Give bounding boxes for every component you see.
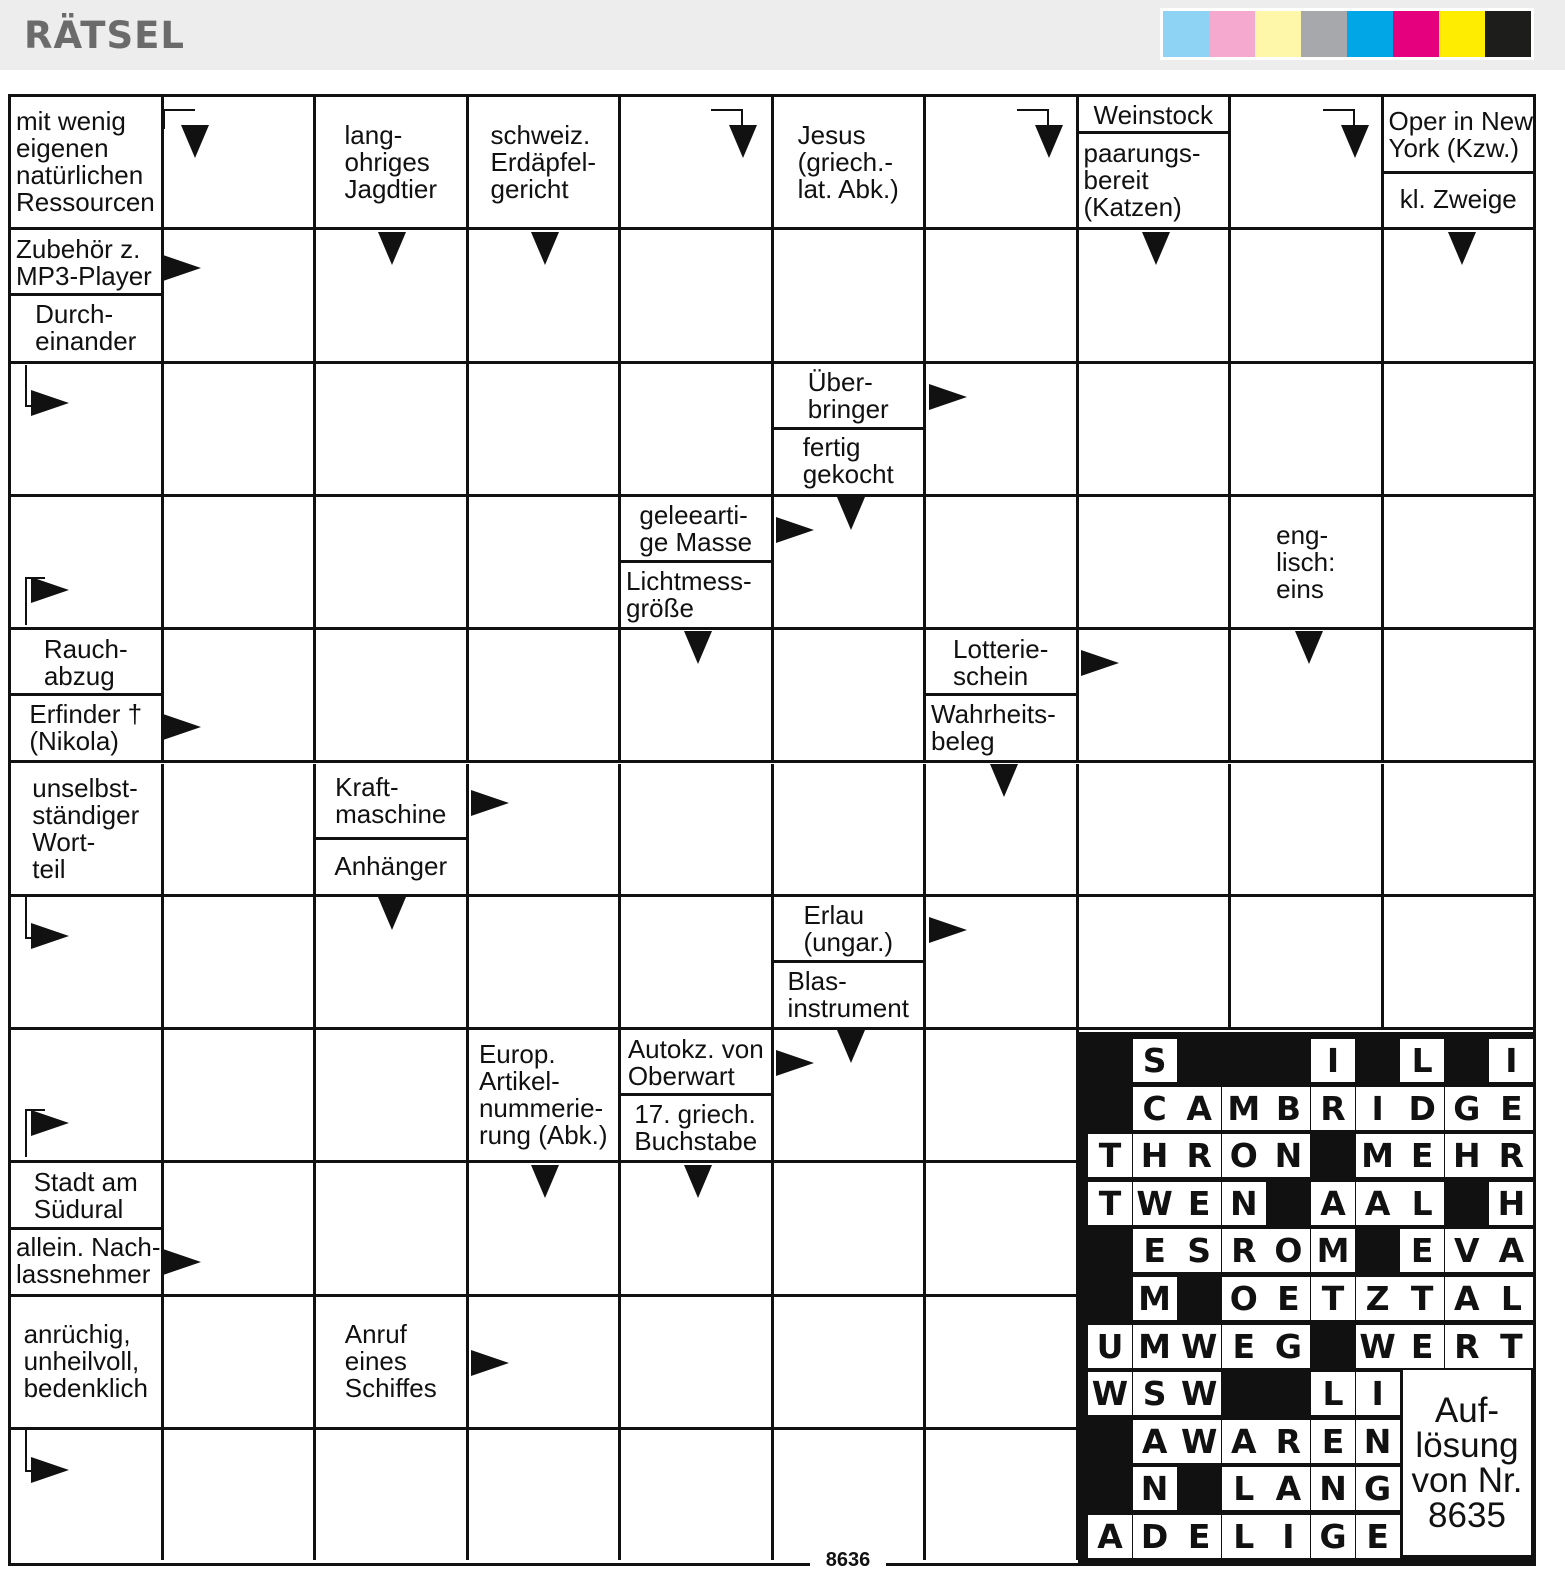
solution-letter: H xyxy=(1445,1134,1489,1177)
color-swatch xyxy=(1209,11,1255,57)
clue-cell xyxy=(469,1030,622,1163)
answer-cell[interactable] xyxy=(926,1297,1079,1430)
arrow-hook-icon xyxy=(163,109,195,129)
answer-cell[interactable] xyxy=(164,1163,317,1296)
clue-text: allein. Nach- lassnehmer xyxy=(16,1232,161,1290)
clue-cell xyxy=(621,1030,774,1163)
solution-letter: I xyxy=(1311,1039,1355,1082)
answer-cell[interactable] xyxy=(926,497,1079,630)
color-calibration-strip xyxy=(1160,8,1534,60)
answer-cell[interactable] xyxy=(1384,764,1534,897)
answer-cell[interactable] xyxy=(164,230,317,363)
solution-letter: L xyxy=(1400,1182,1444,1225)
solution-letter: W xyxy=(1088,1372,1132,1415)
color-swatch xyxy=(1393,11,1439,57)
arrow-hook-icon xyxy=(1323,109,1355,129)
solution-letter: N xyxy=(1311,1467,1355,1510)
clue-cell xyxy=(774,364,927,497)
answer-cell[interactable] xyxy=(316,364,469,497)
clue-cell xyxy=(316,1297,469,1430)
solution-letter: L xyxy=(1400,1039,1444,1082)
clue-divider xyxy=(11,1227,161,1230)
clue-text: Erlau (ungar.) xyxy=(803,900,894,958)
clue-divider xyxy=(774,960,924,963)
answer-cell[interactable] xyxy=(316,1030,469,1163)
clue-text: mit wenig eigenen natürlichen Ressourcen xyxy=(16,106,155,218)
solution-letter: N xyxy=(1266,1134,1310,1177)
solution-letter: H xyxy=(1133,1134,1177,1177)
clue-text: Wahrheits- beleg xyxy=(931,698,1056,756)
answer-cell[interactable] xyxy=(164,1297,317,1430)
clue-cell xyxy=(11,630,164,763)
answer-cell[interactable] xyxy=(774,1163,927,1296)
clue-cell xyxy=(1384,97,1534,230)
clue-divider xyxy=(1079,131,1229,134)
clue-text: Über- bringer xyxy=(807,367,889,425)
clue-text: Stadt am Südural xyxy=(33,1166,138,1224)
arrow-right-icon xyxy=(163,255,201,281)
solution-letter: I xyxy=(1356,1372,1400,1415)
solution-letter: A xyxy=(1177,1087,1221,1130)
clue-text: unselbst- ständiger Wort- teil xyxy=(32,772,140,884)
clue-cell xyxy=(11,1297,164,1430)
color-swatch xyxy=(1255,11,1301,57)
arrow-down-icon xyxy=(837,497,865,530)
answer-cell[interactable] xyxy=(1231,230,1384,363)
clue-cell xyxy=(469,97,622,230)
clue-text: Anruf eines Schiffes xyxy=(344,1319,437,1404)
solution-letter: T xyxy=(1489,1325,1533,1368)
solution-letter: R xyxy=(1266,1420,1310,1463)
solution-letter: D xyxy=(1400,1087,1444,1130)
solution-letter: W xyxy=(1177,1372,1221,1415)
clue-divider xyxy=(11,293,161,296)
answer-cell[interactable] xyxy=(1384,630,1534,763)
answer-cell[interactable] xyxy=(926,230,1079,363)
solution-letter: I xyxy=(1356,1087,1400,1130)
solution-letter: M xyxy=(1133,1325,1177,1368)
arrow-right-icon xyxy=(163,1249,201,1275)
solution-letter: R xyxy=(1177,1134,1221,1177)
clue-text: Rauch- abzug xyxy=(43,633,128,691)
clue-cell xyxy=(926,630,1079,763)
solution-letter: E xyxy=(1356,1515,1400,1558)
clue-text: Lotterie- schein xyxy=(953,633,1049,691)
clue-text: kl. Zweige xyxy=(1399,184,1517,215)
answer-cell[interactable] xyxy=(1079,364,1232,497)
solution-letter: D xyxy=(1133,1515,1177,1558)
clue-cell xyxy=(774,97,927,230)
answer-cell[interactable] xyxy=(316,1430,469,1560)
arrow-down-icon xyxy=(684,1165,712,1198)
arrow-down-icon xyxy=(378,897,406,930)
solution-letter: A xyxy=(1222,1420,1266,1463)
solution-letter: E xyxy=(1400,1325,1444,1368)
clue-text: 17. griech. Buchstabe xyxy=(634,1098,758,1156)
clue-cell xyxy=(316,764,469,897)
answer-cell[interactable] xyxy=(621,230,774,363)
solution-letter: W xyxy=(1356,1325,1400,1368)
clue-text: Zubehör z. MP3-Player xyxy=(16,233,152,291)
solution-letter: A xyxy=(1266,1467,1310,1510)
clue-text: Erfinder † (Nikola) xyxy=(29,698,143,756)
solution-letter: R xyxy=(1445,1325,1489,1368)
solution-letter: C xyxy=(1133,1087,1177,1130)
arrow-hook-icon xyxy=(25,577,45,625)
answer-cell[interactable] xyxy=(164,364,317,497)
clue-text: Europ. Artikel- nummerie- rung (Abk.) xyxy=(478,1039,608,1151)
arrow-right-icon xyxy=(776,517,814,543)
color-swatch xyxy=(1163,11,1209,57)
solution-letter: W xyxy=(1177,1325,1221,1368)
clue-cell xyxy=(11,764,164,897)
answer-cell[interactable] xyxy=(469,1430,622,1560)
solution-letter: T xyxy=(1088,1182,1132,1225)
answer-cell[interactable] xyxy=(926,97,1079,230)
answer-cell[interactable] xyxy=(316,497,469,630)
clue-text: Jesus (griech.- lat. Abk.) xyxy=(797,119,899,204)
clue-text: geleearti- ge Masse xyxy=(639,500,753,558)
answer-cell[interactable] xyxy=(164,497,317,630)
puzzle-number: 8636 xyxy=(810,1547,886,1573)
solution-letter: I xyxy=(1266,1515,1310,1558)
answer-cell[interactable] xyxy=(926,1030,1079,1163)
arrow-right-icon xyxy=(929,917,967,943)
solution-letter: W xyxy=(1133,1182,1177,1225)
answer-cell[interactable] xyxy=(316,630,469,763)
answer-cell[interactable] xyxy=(774,630,927,763)
solution-letter: L xyxy=(1311,1372,1355,1415)
answer-cell[interactable] xyxy=(621,1297,774,1430)
solution-letter: O xyxy=(1222,1277,1266,1320)
solution-letter: M xyxy=(1222,1087,1266,1130)
solution-letter: H xyxy=(1489,1182,1533,1225)
solution-letter: W xyxy=(1177,1420,1221,1463)
clue-divider xyxy=(621,1093,771,1096)
solution-letter: T xyxy=(1088,1134,1132,1177)
clue-cell xyxy=(11,230,164,363)
clue-cell xyxy=(11,97,164,230)
clue-text: Anhänger xyxy=(334,850,448,881)
arrow-right-icon xyxy=(471,790,509,816)
clue-divider xyxy=(621,560,771,563)
solution-letter: Z xyxy=(1356,1277,1400,1320)
arrow-down-icon xyxy=(1448,232,1476,265)
solution-letter: E xyxy=(1489,1087,1533,1130)
answer-cell[interactable] xyxy=(1079,764,1232,897)
arrow-hook-icon xyxy=(25,1430,45,1472)
solution-letter: A xyxy=(1088,1515,1132,1558)
arrow-right-icon xyxy=(471,1350,509,1376)
color-swatch xyxy=(1485,11,1531,57)
solution-letter: E xyxy=(1400,1134,1444,1177)
solution-letter: V xyxy=(1445,1229,1489,1272)
arrow-down-icon xyxy=(531,1165,559,1198)
header-bar xyxy=(0,0,1565,70)
solution-letter: I xyxy=(1489,1039,1533,1082)
solution-letter: E xyxy=(1266,1277,1310,1320)
answer-cell[interactable] xyxy=(1231,897,1384,1030)
solution-letter: R xyxy=(1222,1229,1266,1272)
clue-text: Blas- instrument xyxy=(787,965,909,1023)
arrow-hook-icon xyxy=(711,109,743,129)
solution-letter: E xyxy=(1400,1229,1444,1272)
solution-letter: M xyxy=(1311,1229,1355,1272)
solution-letter: E xyxy=(1177,1515,1221,1558)
solution-letter: A xyxy=(1133,1420,1177,1463)
arrow-right-icon xyxy=(929,384,967,410)
answer-cell[interactable] xyxy=(621,897,774,1030)
arrow-down-icon xyxy=(729,125,757,158)
solution-letter: R xyxy=(1311,1087,1355,1130)
answer-cell[interactable] xyxy=(164,1430,317,1560)
solution-letter: U xyxy=(1088,1325,1132,1368)
arrow-down-icon xyxy=(1142,232,1170,265)
arrow-down-icon xyxy=(837,1030,865,1063)
arrow-down-icon xyxy=(1035,125,1063,158)
arrow-hook-icon xyxy=(25,897,45,939)
answer-cell[interactable] xyxy=(621,97,774,230)
clue-cell xyxy=(316,97,469,230)
arrow-right-icon xyxy=(163,714,201,740)
solution-letter: E xyxy=(1311,1420,1355,1463)
answer-cell[interactable] xyxy=(621,764,774,897)
clue-text: lang- ohriges Jagdtier xyxy=(344,119,437,204)
solution-letter: T xyxy=(1400,1277,1444,1320)
answer-cell[interactable] xyxy=(1079,897,1232,1030)
arrow-right-icon xyxy=(776,1050,814,1076)
arrow-hook-icon xyxy=(25,365,45,407)
clue-divider xyxy=(316,837,466,840)
clue-cell xyxy=(621,497,774,630)
clue-cell xyxy=(1231,497,1384,630)
clue-text: Autokz. von Oberwart xyxy=(627,1033,764,1091)
solution-letter: T xyxy=(1311,1277,1355,1320)
solution-letter: N xyxy=(1356,1420,1400,1463)
color-swatch xyxy=(1439,11,1485,57)
arrow-down-icon xyxy=(1341,125,1369,158)
solution-letter: M xyxy=(1133,1277,1177,1320)
answer-cell[interactable] xyxy=(164,1030,317,1163)
color-swatch xyxy=(1347,11,1393,57)
answer-cell[interactable] xyxy=(1384,364,1534,497)
clue-text: schweiz. Erdäpfel- gericht xyxy=(490,119,596,204)
solution-letter: M xyxy=(1356,1134,1400,1177)
answer-cell[interactable] xyxy=(621,1430,774,1560)
answer-cell[interactable] xyxy=(164,630,317,763)
clue-text: fertig gekocht xyxy=(802,432,894,490)
answer-cell[interactable] xyxy=(1231,364,1384,497)
solution-letter: A xyxy=(1489,1229,1533,1272)
solution-letter: O xyxy=(1266,1229,1310,1272)
solution-letter: G xyxy=(1445,1087,1489,1130)
answer-cell[interactable] xyxy=(469,630,622,763)
answer-cell[interactable] xyxy=(316,1163,469,1296)
solution-letter: S xyxy=(1177,1229,1221,1272)
clue-divider xyxy=(1384,171,1534,174)
solution-letter: L xyxy=(1222,1467,1266,1510)
answer-cell[interactable] xyxy=(1384,897,1534,1030)
arrow-down-icon xyxy=(990,764,1018,797)
arrow-down-icon xyxy=(181,125,209,158)
answer-cell[interactable] xyxy=(774,1297,927,1430)
solution-letter: G xyxy=(1311,1515,1355,1558)
clue-divider xyxy=(926,693,1076,696)
arrow-down-icon xyxy=(378,232,406,265)
solution-letter: R xyxy=(1489,1134,1533,1177)
solution-letter: S xyxy=(1133,1039,1177,1082)
solution-letter: A xyxy=(1445,1277,1489,1320)
clue-text: Weinstock xyxy=(1093,99,1213,130)
clue-text: eng- lisch: eins xyxy=(1276,519,1336,604)
clue-cell xyxy=(1079,97,1232,230)
solution-letter: G xyxy=(1266,1325,1310,1368)
clue-cell xyxy=(774,897,927,1030)
clue-divider xyxy=(774,427,924,430)
color-swatch xyxy=(1301,11,1347,57)
answer-cell[interactable] xyxy=(469,897,622,1030)
page-title: RÄTSEL xyxy=(24,14,185,57)
answer-cell[interactable] xyxy=(469,497,622,630)
answer-cell[interactable] xyxy=(774,230,927,363)
answer-cell[interactable] xyxy=(774,764,927,897)
solution-letter: E xyxy=(1177,1182,1221,1225)
clue-text: Kraft- maschine xyxy=(335,772,447,830)
clue-text: Oper in New York (Kzw.) xyxy=(1388,105,1533,163)
clue-text: Lichtmess- größe xyxy=(626,565,752,623)
clue-divider xyxy=(11,693,161,696)
answer-cell[interactable] xyxy=(1384,497,1534,630)
answer-cell[interactable] xyxy=(1231,764,1384,897)
solution-letter: N xyxy=(1133,1467,1177,1510)
clue-text: anrüchig, unheilvoll, bedenklich xyxy=(23,1319,148,1404)
arrow-hook-icon xyxy=(1017,109,1049,129)
answer-cell[interactable] xyxy=(1079,497,1232,630)
solution-letter: S xyxy=(1133,1372,1177,1415)
solution-caption: Auf- lösung von Nr. 8635 xyxy=(1403,1370,1531,1555)
solution-letter: E xyxy=(1133,1229,1177,1272)
solution-letter: B xyxy=(1266,1087,1310,1130)
answer-cell[interactable] xyxy=(926,1163,1079,1296)
arrow-down-icon xyxy=(531,232,559,265)
answer-cell[interactable] xyxy=(164,764,317,897)
solution-letter: L xyxy=(1222,1515,1266,1558)
answer-cell[interactable] xyxy=(164,897,317,1030)
answer-cell[interactable] xyxy=(926,1430,1079,1560)
solution-letter: A xyxy=(1311,1182,1355,1225)
answer-cell[interactable] xyxy=(621,364,774,497)
solution-letter: E xyxy=(1222,1325,1266,1368)
solution-letter: N xyxy=(1222,1182,1266,1225)
clue-text: Durch- einander xyxy=(35,299,137,356)
solution-letter: L xyxy=(1489,1277,1533,1320)
clue-cell xyxy=(11,1163,164,1296)
answer-cell[interactable] xyxy=(469,364,622,497)
answer-cell[interactable] xyxy=(774,1430,927,1560)
arrow-down-icon xyxy=(684,631,712,664)
solution-letter: A xyxy=(1356,1182,1400,1225)
solution-letter: O xyxy=(1222,1134,1266,1177)
arrow-hook-icon xyxy=(25,1109,45,1157)
clue-text: paarungs- bereit (Katzen) xyxy=(1083,137,1201,222)
arrow-right-icon xyxy=(1081,650,1119,676)
answer-cell[interactable] xyxy=(469,764,622,897)
solution-letter: G xyxy=(1356,1467,1400,1510)
answer-cell[interactable] xyxy=(1231,97,1384,230)
arrow-down-icon xyxy=(1295,631,1323,664)
